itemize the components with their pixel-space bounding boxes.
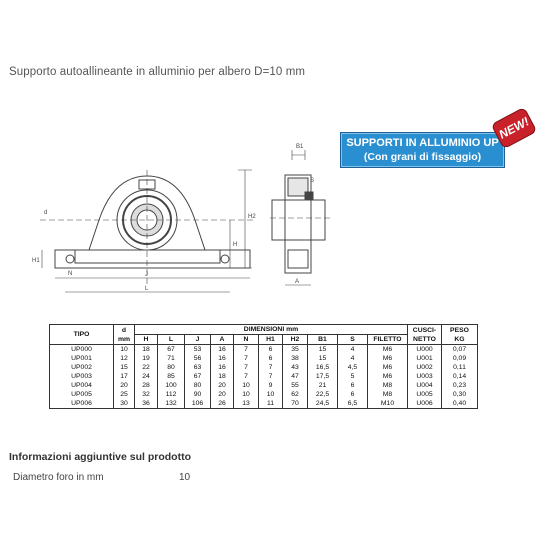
- dim-label-b1: B1: [296, 144, 304, 150]
- table-cell: 17: [114, 372, 135, 381]
- subheader-cell: L: [158, 335, 185, 345]
- table-cell: 15: [308, 354, 338, 363]
- dimensions-table: [49, 324, 478, 409]
- product-description: Supporto autoallineante in alluminio per albero D=10 mm: [9, 66, 306, 78]
- new-badge: NEW!: [491, 107, 538, 150]
- table-cell: 7: [234, 363, 259, 372]
- table-cell: 6,5: [338, 399, 368, 409]
- table-cell: 16,5: [308, 363, 338, 372]
- dim-label-a: A: [295, 279, 300, 285]
- table-cell: U006: [408, 399, 442, 409]
- table-cell: 22: [135, 363, 158, 372]
- table-cell: 20: [114, 381, 135, 390]
- subheader-cell: H1: [259, 335, 283, 345]
- table-cell: 80: [158, 363, 185, 372]
- table-cell: 15: [114, 363, 135, 372]
- table-cell: 85: [158, 372, 185, 381]
- table-cell: U002: [408, 363, 442, 372]
- table-row: [50, 372, 478, 381]
- table-cell: 28: [135, 381, 158, 390]
- table-cell: 71: [158, 354, 185, 363]
- table-cell: M6: [368, 363, 408, 372]
- table-cell: 6: [338, 390, 368, 399]
- table-cell: UP006: [50, 399, 114, 409]
- table-cell: 10: [234, 381, 259, 390]
- table-row: [50, 345, 478, 355]
- header-cuscinetto: CUSCI- NETTO: [408, 325, 442, 345]
- table-cell: 25: [114, 390, 135, 399]
- table-cell: 24: [135, 372, 158, 381]
- table-cell: 30: [114, 399, 135, 409]
- table-cell: 10: [259, 390, 283, 399]
- table-cell: 112: [158, 390, 185, 399]
- table-cell: 35: [283, 345, 308, 355]
- dim-label-d: d: [44, 210, 48, 216]
- table-cell: 15: [308, 345, 338, 355]
- table-cell: 53: [185, 345, 211, 355]
- header-d-unit: mm: [117, 335, 131, 343]
- table-cell: 106: [185, 399, 211, 409]
- bore-diameter-label: Diametro foro in mm: [13, 472, 104, 483]
- subheader-cell: J: [185, 335, 211, 345]
- table-row: [50, 381, 478, 390]
- banner-line-2: (Con grani di fissaggio): [363, 151, 482, 163]
- table-row: [50, 363, 478, 372]
- dim-label-h2: H2: [248, 214, 256, 220]
- table-cell: 36: [135, 399, 158, 409]
- table-cell: 47: [283, 372, 308, 381]
- table-cell: UP002: [50, 363, 114, 372]
- table-cell: 5: [338, 372, 368, 381]
- table-cell: 132: [158, 399, 185, 409]
- dim-label-j: J: [145, 272, 148, 278]
- table-cell: 16: [211, 363, 234, 372]
- table-cell: UP003: [50, 372, 114, 381]
- table-cell: UP000: [50, 345, 114, 355]
- table-cell: UP005: [50, 390, 114, 399]
- table-cell: M10: [368, 399, 408, 409]
- table-cell: 6: [259, 345, 283, 355]
- table-cell: 32: [135, 390, 158, 399]
- table-cell: 80: [185, 381, 211, 390]
- table-cell: 43: [283, 363, 308, 372]
- table-cell: 0,30: [442, 390, 478, 399]
- table-cell: 26: [211, 399, 234, 409]
- subheader-cell: A: [211, 335, 234, 345]
- table-cell: 24,5: [308, 399, 338, 409]
- table-cell: UP001: [50, 354, 114, 363]
- table-cell: 0,09: [442, 354, 478, 363]
- table-cell: 100: [158, 381, 185, 390]
- table-cell: 67: [185, 372, 211, 381]
- promo-banner: [340, 114, 532, 172]
- table-cell: 55: [283, 381, 308, 390]
- table-cell: U003: [408, 372, 442, 381]
- table-cell: U000: [408, 345, 442, 355]
- dim-label-n: N: [68, 271, 73, 277]
- table-cell: 0,23: [442, 381, 478, 390]
- header-d: [114, 325, 135, 345]
- table-cell: 18: [135, 345, 158, 355]
- table-cell: 7: [234, 354, 259, 363]
- subheader-cell: S: [338, 335, 368, 345]
- table-cell: 67: [158, 345, 185, 355]
- header-d-label: d: [121, 326, 127, 334]
- table-cell: 16: [211, 354, 234, 363]
- header-dimensioni: DIMENSIONI mm: [135, 325, 408, 335]
- table-cell: 56: [185, 354, 211, 363]
- subheader-cell: FILETTO: [368, 335, 408, 345]
- table-cell: 0,40: [442, 399, 478, 409]
- table-cell: 10: [234, 390, 259, 399]
- additional-info-title: Informazioni aggiuntive sul prodotto: [9, 451, 191, 463]
- table-cell: 13: [234, 399, 259, 409]
- table-cell: 4: [338, 354, 368, 363]
- table-row: [50, 390, 478, 399]
- banner-line-1: SUPPORTI IN ALLUMINIO UP: [346, 137, 499, 149]
- table-cell: 7: [234, 345, 259, 355]
- table-cell: UP004: [50, 381, 114, 390]
- table-cell: 7: [234, 372, 259, 381]
- table-row: [50, 399, 478, 409]
- table-cell: 63: [185, 363, 211, 372]
- table-cell: M8: [368, 390, 408, 399]
- table-cell: U004: [408, 381, 442, 390]
- table-cell: 21: [308, 381, 338, 390]
- table-cell: 11: [259, 399, 283, 409]
- table-cell: 0,11: [442, 363, 478, 372]
- table-cell: 6: [338, 381, 368, 390]
- table-cell: 20: [211, 381, 234, 390]
- table-row: [50, 354, 478, 363]
- table-cell: 19: [135, 354, 158, 363]
- dim-label-l: L: [145, 286, 149, 292]
- subheader-cell: B1: [308, 335, 338, 345]
- subheader-cell: H2: [283, 335, 308, 345]
- table-cell: 10: [114, 345, 135, 355]
- table-cell: 38: [283, 354, 308, 363]
- table-cell: M8: [368, 381, 408, 390]
- subheader-cell: H: [135, 335, 158, 345]
- table-cell: 16: [211, 345, 234, 355]
- table-cell: U001: [408, 354, 442, 363]
- table-cell: 20: [211, 390, 234, 399]
- subheader-cell: N: [234, 335, 259, 345]
- banner-box: [340, 132, 505, 168]
- table-cell: 4: [338, 345, 368, 355]
- table-cell: 70: [283, 399, 308, 409]
- table-body: [50, 345, 478, 409]
- table-cell: 18: [211, 372, 234, 381]
- bore-diameter-value: 10: [179, 472, 191, 483]
- table-cell: 7: [259, 372, 283, 381]
- table-cell: 0,14: [442, 372, 478, 381]
- table-cell: M6: [368, 372, 408, 381]
- header-tipo: TIPO: [50, 325, 114, 345]
- table-cell: M6: [368, 345, 408, 355]
- table-cell: M6: [368, 354, 408, 363]
- dim-label-s: S: [310, 178, 315, 184]
- table-cell: 7: [259, 363, 283, 372]
- dim-label-h1: H1: [32, 258, 40, 264]
- table-cell: 22,5: [308, 390, 338, 399]
- header-peso: PESO KG: [442, 325, 478, 345]
- table-cell: 90: [185, 390, 211, 399]
- table-cell: U005: [408, 390, 442, 399]
- table-cell: 17,5: [308, 372, 338, 381]
- table-cell: 6: [259, 354, 283, 363]
- table-cell: 62: [283, 390, 308, 399]
- table-cell: 12: [114, 354, 135, 363]
- table-cell: 9: [259, 381, 283, 390]
- dim-label-h: H: [233, 242, 238, 248]
- table-cell: 0,07: [442, 345, 478, 355]
- table-cell: 4,5: [338, 363, 368, 372]
